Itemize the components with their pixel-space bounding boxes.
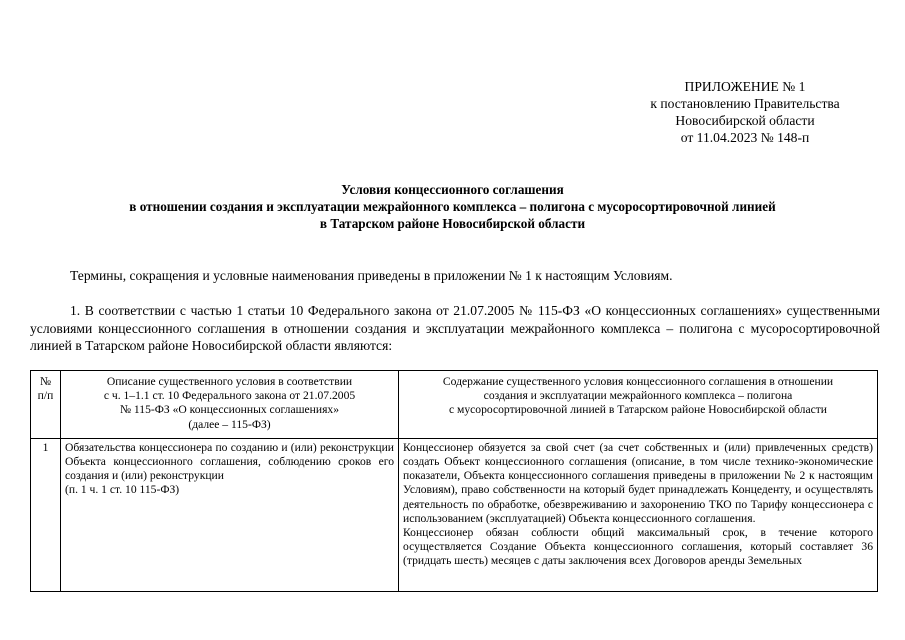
header-content-line-3: с мусоросортировочной линией в Татарском районе Новосибирской области [448,403,828,417]
title-line-1: Условия концессионного соглашения [341,182,564,197]
row-content-body [403,441,873,589]
header-description-line-2: с ч. 1–1.1 ст. 10 Федерального закона от 21.07.2005 [103,389,356,403]
appendix-date: от 11.04.2023 № 148-п [680,130,810,145]
conditions-table [30,370,878,592]
title-line-3: в Татарском районе Новосибирской области [319,216,586,231]
row-content-paragraph-2: Концессионер обязан соблюсти общий максимальный срок, в течение которого осуществляется Создание Объекта концессионного соглашения, который составляет 36 (тридцать шесть) месяцев с даты заключения всех Договоров аренды Земельных [403,526,873,568]
appendix-resolution: к постановлению Правительства [650,96,840,111]
header-description-line-3: № 115-ФЗ «О концессионных соглашениях» [119,403,340,417]
header-description-line-1: Описание существенного условия в соответствии [106,375,353,388]
table-row [31,438,878,591]
table-header-row [31,371,878,439]
row-description [61,438,399,591]
row-number: 1 [31,438,61,591]
appendix-region: Новосибирской области [675,113,815,128]
header-number-line-2: п/п [37,389,54,403]
header-description-line-4: (далее – 115-ФЗ) [188,417,271,431]
header-number-line-1: № [39,375,52,388]
row-content [399,438,878,591]
header-content-line-1: Содержание существенного условия концессионного соглашения в отношении [442,375,834,388]
terms-note: Термины, сокращения и условные наименования приведены в приложении № 1 к настоящим Условиям. [70,268,673,283]
document-title [0,181,905,232]
title-line-2: в отношении создания и эксплуатации межрайонного комплекса – полигона с мусоросортировочной линией [129,199,776,214]
appendix-header [560,78,905,146]
header-description [61,371,399,439]
header-content [399,371,878,439]
row-description-text: Обязательства концессионера по созданию и (или) реконструкции Объекта концессионного соглашения, соблюдению сроков его создания и (или) реконструкции [65,440,394,483]
appendix-number: ПРИЛОЖЕНИЕ № 1 [684,79,806,94]
row-description-reference: (п. 1 ч. 1 ст. 10 115-ФЗ) [65,483,180,497]
header-number [31,371,61,439]
paragraph-1: 1. В соответствии с частью 1 статьи 10 Федерального закона от 21.07.2005 № 115-ФЗ «О концессионных соглашениях» существенными условиями концессионного соглашения в отношении создания и эксплуатации межрайонного комплекса – полигона с мусоросортировочной линией в Татарском районе Новосибирской области являются: [30,303,880,353]
row-content-paragraph-1: Концессионер обязуется за свой счет (за счет собственных и (или) привлеченных средств) создать Объект концессионного соглашения (описание, в том числе технико-экономические показатели, Объекта концессионного соглашения приведены в приложении № 2 к настоящим Условиям), право собственности на который будет принадлежать Концеденту, и осуществлять деятельность по обработке, обезвреживанию и захоронению ТКО по Тарифу концессионера с использованием (эксплуатацией) Объекта концессионного соглашения. [403,440,873,525]
header-content-line-2: создания и эксплуатации межрайонного комплекса – полигона [483,389,793,403]
